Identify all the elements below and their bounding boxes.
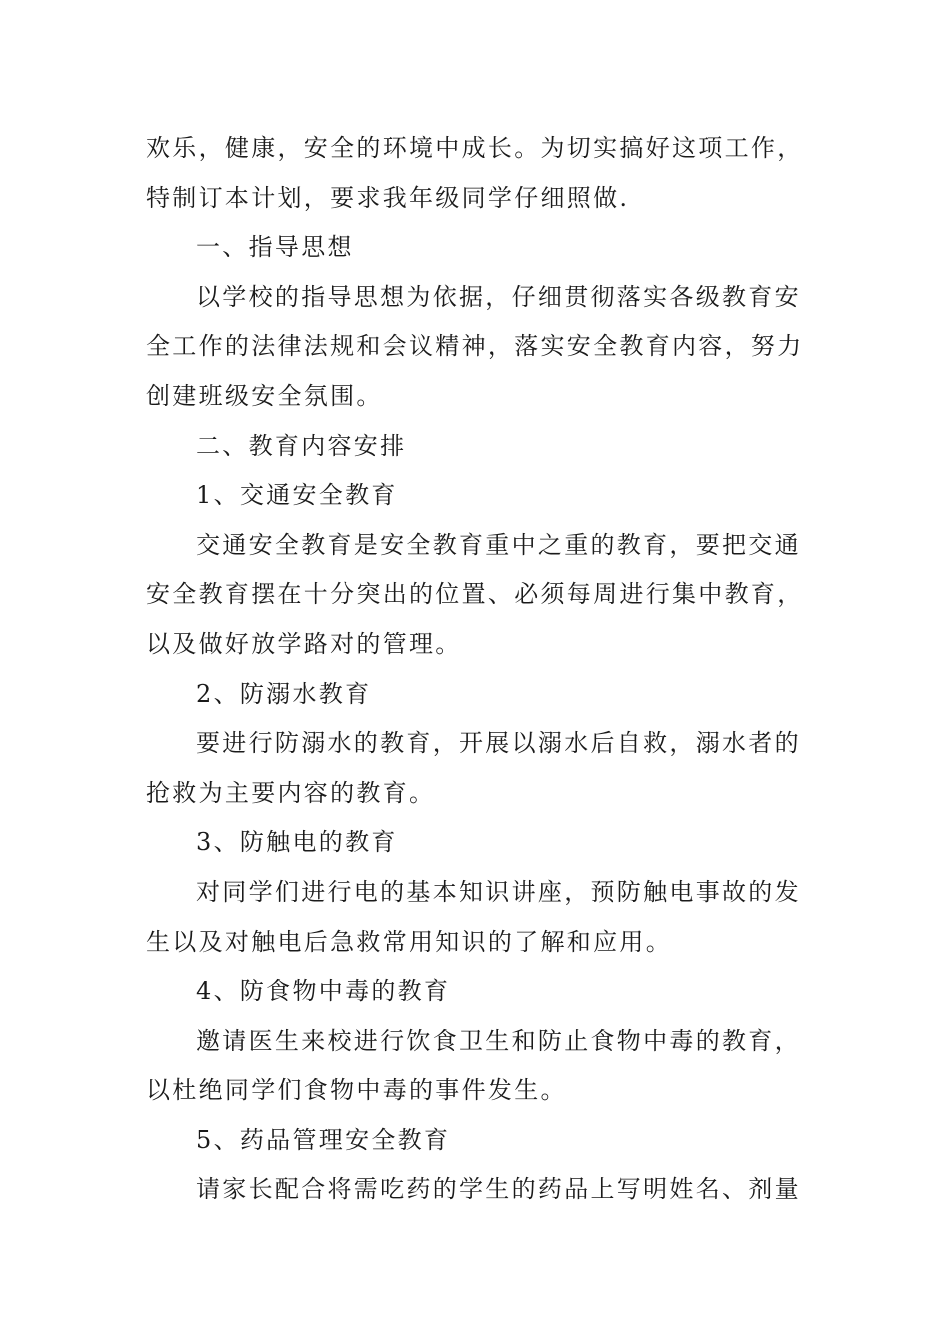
- text-line: 以及做好放学路对的管理。: [146, 629, 462, 658]
- text-line: 5、药品管理安全教育: [196, 1125, 451, 1154]
- text-line: 3、防触电的教育: [196, 828, 398, 857]
- text-line: 抢救为主要内容的教育。: [146, 778, 436, 807]
- text-line: 创建班级安全氛围。: [146, 381, 383, 410]
- text-line: 特制订本计划，要求我年级同学仔细照做.: [146, 183, 630, 212]
- text-line: 欢乐，健康，安全的环境中成长。为切实搞好这项工作，: [146, 134, 804, 162]
- text-line: 要进行防溺水的教育，开展以溺水后自救，溺水者的: [196, 729, 801, 758]
- text-line: 1、交通安全教育: [196, 481, 398, 510]
- text-line: 2、防溺水教育: [196, 679, 372, 708]
- text-line: 以学校的指导思想为依据，仔细贯彻落实各级教育安: [196, 282, 801, 311]
- document-body: [146, 124, 810, 1215]
- text-line: 安全教育摆在十分突出的位置、必须每周进行集中教育，: [146, 580, 804, 609]
- text-line: 一、指导思想: [196, 233, 354, 262]
- text-line: 以杜绝同学们食物中毒的事件发生。: [146, 1076, 567, 1105]
- text-line: 对同学们进行电的基本知识讲座，预防触电事故的发: [196, 877, 801, 906]
- text-line: 全工作的法律法规和会议精神，落实安全教育内容，努力: [146, 332, 804, 361]
- text-line: 二、教育内容安排: [196, 431, 407, 460]
- text-line: 交通安全教育是安全教育重中之重的教育，要把交通: [196, 530, 801, 559]
- text-line: 请家长配合将需吃药的学生的药品上写明姓名、剂量: [196, 1175, 801, 1204]
- text-line: 4、防食物中毒的教育: [196, 977, 451, 1006]
- text-line: 生以及对触电后急救常用知识的了解和应用。: [146, 927, 672, 956]
- text-line: 邀请医生来校进行饮食卫生和防止食物中毒的教育，: [196, 1026, 801, 1055]
- document-page: [146, 124, 810, 1215]
